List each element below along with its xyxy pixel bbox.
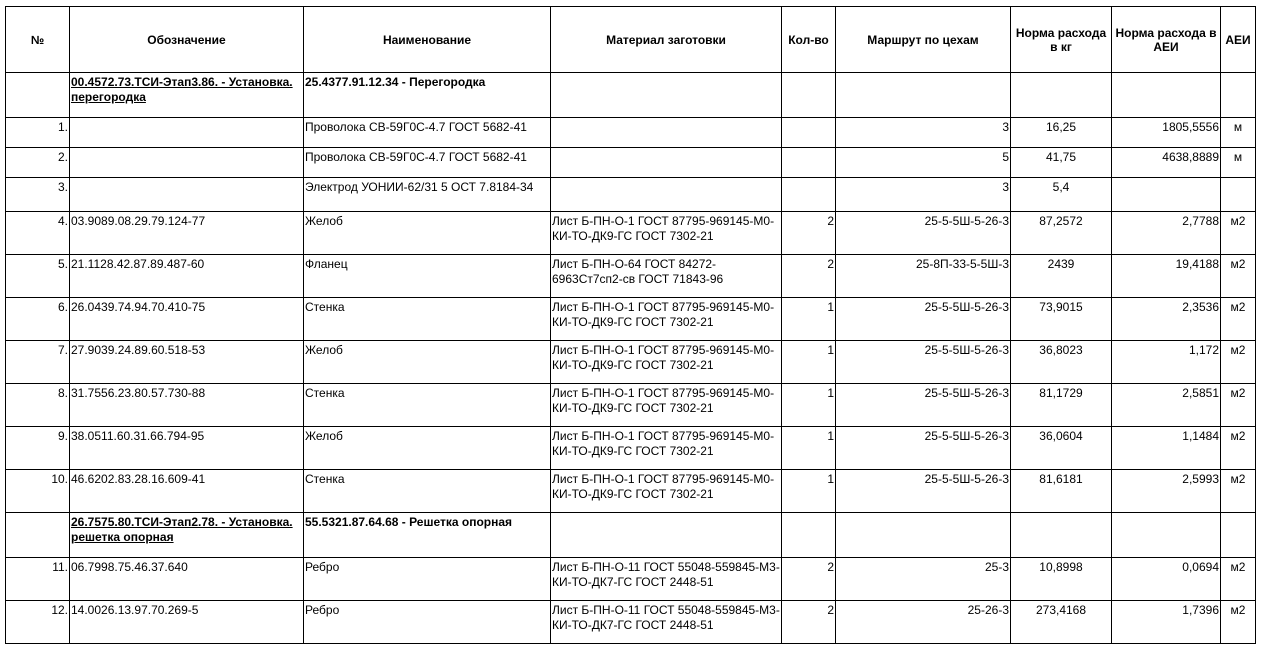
cell-material: Лист Б-ПН-О-64 ГОСТ 84272-6963Ст7сп2-св ГОСТ 71843-96: [551, 255, 782, 298]
table-row: [6, 298, 1256, 341]
cell-route: 25-5-5Ш-5-26-3: [836, 427, 1011, 470]
group-designation: 00.4572.73.ТСИ-Этап3.86. - Установка. перегородка: [70, 73, 304, 118]
group-name: 25.4377.91.12.34 - Перегородка: [304, 73, 551, 118]
cell-designation: [70, 118, 304, 148]
cell-qty: 1: [782, 298, 836, 341]
cell-name: Желоб: [304, 341, 551, 384]
cell-name: Стенка: [304, 470, 551, 513]
header-qty: Кол-во: [782, 7, 836, 73]
cell-norm-aei: 1,7396: [1112, 601, 1221, 644]
cell-aei: м2: [1221, 601, 1256, 644]
cell-aei: м2: [1221, 558, 1256, 601]
cell-norm-aei: 2,5851: [1112, 384, 1221, 427]
group-empty-cell: [1112, 513, 1221, 558]
cell-route: 25-5-5Ш-5-26-3: [836, 341, 1011, 384]
cell-name: Проволока СВ-59Г0С-4.7 ГОСТ 5682-41: [304, 118, 551, 148]
group-empty-cell: [1112, 73, 1221, 118]
cell-designation: 26.0439.74.94.70.410-75: [70, 298, 304, 341]
cell-material: Лист Б-ПН-О-1 ГОСТ 87795-969145-М0-КИ-ТО-ДК9-ГС ГОСТ 7302-21: [551, 470, 782, 513]
group-empty-cell: [551, 513, 782, 558]
cell-route: 25-5-5Ш-5-26-3: [836, 298, 1011, 341]
cell-norm-kg: 36,0604: [1011, 427, 1112, 470]
cell-route: 25-8П-33-5-5Ш-3: [836, 255, 1011, 298]
group-empty-cell: [1011, 73, 1112, 118]
cell-route: 3: [836, 178, 1011, 212]
cell-material: [551, 178, 782, 212]
table-row: [6, 341, 1256, 384]
group-empty-cell: [836, 73, 1011, 118]
cell-norm-aei: 4638,8889: [1112, 148, 1221, 178]
group-empty-cell: [782, 73, 836, 118]
cell-norm-kg: 2439: [1011, 255, 1112, 298]
cell-aei: м2: [1221, 212, 1256, 255]
cell-qty: 1: [782, 384, 836, 427]
header-norm-kg: Норма расхода в кг: [1011, 7, 1112, 73]
group-empty-cell: [1221, 73, 1256, 118]
header-num: №: [6, 7, 70, 73]
cell-name: Стенка: [304, 384, 551, 427]
group-empty-cell: [836, 513, 1011, 558]
group-num-cell: [6, 513, 70, 558]
cell-num: 7.: [6, 341, 70, 384]
cell-material: Лист Б-ПН-О-11 ГОСТ 55048-559845-М3-КИ-ТО-ДК7-ГС ГОСТ 2448-51: [551, 558, 782, 601]
cell-route: 25-5-5Ш-5-26-3: [836, 384, 1011, 427]
table-body: [6, 73, 1256, 644]
cell-norm-kg: 16,25: [1011, 118, 1112, 148]
table-row: [6, 384, 1256, 427]
cell-norm-kg: 87,2572: [1011, 212, 1112, 255]
cell-norm-kg: 5,4: [1011, 178, 1112, 212]
cell-designation: 38.0511.60.31.66.794-95: [70, 427, 304, 470]
table-row: [6, 118, 1256, 148]
cell-aei: м: [1221, 148, 1256, 178]
cell-num: 3.: [6, 178, 70, 212]
cell-num: 9.: [6, 427, 70, 470]
table-row: [6, 558, 1256, 601]
cell-qty: [782, 118, 836, 148]
table-row: [6, 601, 1256, 644]
table-row: [6, 212, 1256, 255]
cell-norm-aei: 1805,5556: [1112, 118, 1221, 148]
cell-name: Ребро: [304, 601, 551, 644]
table-row: [6, 427, 1256, 470]
group-designation: 26.7575.80.ТСИ-Этап2.78. - Установка. решетка опорная: [70, 513, 304, 558]
parts-table: [5, 6, 1256, 644]
table-header: [6, 7, 1256, 73]
cell-route: 25-5-5Ш-5-26-3: [836, 212, 1011, 255]
cell-aei: м: [1221, 118, 1256, 148]
cell-material: Лист Б-ПН-О-1 ГОСТ 87795-969145-М0-КИ-ТО-ДК9-ГС ГОСТ 7302-21: [551, 298, 782, 341]
cell-designation: 31.7556.23.80.57.730-88: [70, 384, 304, 427]
cell-norm-aei: 1,172: [1112, 341, 1221, 384]
group-empty-cell: [551, 73, 782, 118]
cell-designation: 06.7998.75.46.37.640: [70, 558, 304, 601]
cell-material: [551, 118, 782, 148]
cell-num: 10.: [6, 470, 70, 513]
cell-aei: м2: [1221, 427, 1256, 470]
cell-norm-kg: 36,8023: [1011, 341, 1112, 384]
cell-qty: 2: [782, 255, 836, 298]
cell-designation: 14.0026.13.97.70.269-5: [70, 601, 304, 644]
group-empty-cell: [1011, 513, 1112, 558]
table-row: [6, 178, 1256, 212]
cell-material: Лист Б-ПН-О-1 ГОСТ 87795-969145-М0-КИ-ТО-ДК9-ГС ГОСТ 7302-21: [551, 341, 782, 384]
cell-qty: [782, 178, 836, 212]
cell-material: Лист Б-ПН-О-11 ГОСТ 55048-559845-М3-КИ-ТО-ДК7-ГС ГОСТ 2448-51: [551, 601, 782, 644]
table-row: [6, 148, 1256, 178]
cell-norm-kg: 10,8998: [1011, 558, 1112, 601]
cell-norm-aei: 1,1484: [1112, 427, 1221, 470]
header-material: Материал заготовки: [551, 7, 782, 73]
cell-designation: [70, 148, 304, 178]
cell-route: 3: [836, 118, 1011, 148]
cell-name: Стенка: [304, 298, 551, 341]
cell-num: 4.: [6, 212, 70, 255]
cell-num: 6.: [6, 298, 70, 341]
cell-designation: 46.6202.83.28.16.609-41: [70, 470, 304, 513]
group-empty-cell: [782, 513, 836, 558]
cell-qty: 2: [782, 212, 836, 255]
cell-designation: 27.9039.24.89.60.518-53: [70, 341, 304, 384]
cell-aei: м2: [1221, 384, 1256, 427]
cell-name: Желоб: [304, 212, 551, 255]
cell-qty: 1: [782, 427, 836, 470]
header-norm-aei: Норма расхода в АЕИ: [1112, 7, 1221, 73]
cell-aei: м2: [1221, 341, 1256, 384]
cell-material: Лист Б-ПН-О-1 ГОСТ 87795-969145-М0-КИ-ТО-ДК9-ГС ГОСТ 7302-21: [551, 427, 782, 470]
cell-aei: м2: [1221, 470, 1256, 513]
cell-num: 5.: [6, 255, 70, 298]
group-row: [6, 73, 1256, 118]
header-designation: Обозначение: [70, 7, 304, 73]
table-row: [6, 470, 1256, 513]
cell-qty: 1: [782, 470, 836, 513]
cell-name: Электрод УОНИИ-62/31 5 ОСТ 7.8184-34: [304, 178, 551, 212]
cell-aei: [1221, 178, 1256, 212]
cell-qty: [782, 148, 836, 178]
header-name: Наименование: [304, 7, 551, 73]
cell-norm-kg: 81,6181: [1011, 470, 1112, 513]
cell-route: 25-3: [836, 558, 1011, 601]
table-row: [6, 255, 1256, 298]
cell-name: Желоб: [304, 427, 551, 470]
cell-norm-aei: 2,5993: [1112, 470, 1221, 513]
cell-route: 25-5-5Ш-5-26-3: [836, 470, 1011, 513]
cell-num: 12.: [6, 601, 70, 644]
cell-norm-aei: 19,4188: [1112, 255, 1221, 298]
cell-norm-kg: 273,4168: [1011, 601, 1112, 644]
cell-qty: 2: [782, 558, 836, 601]
cell-route: 5: [836, 148, 1011, 178]
cell-norm-aei: 2,3536: [1112, 298, 1221, 341]
cell-num: 2.: [6, 148, 70, 178]
cell-material: Лист Б-ПН-О-1 ГОСТ 87795-969145-М0-КИ-ТО-ДК9-ГС ГОСТ 7302-21: [551, 384, 782, 427]
group-num-cell: [6, 73, 70, 118]
group-row: [6, 513, 1256, 558]
cell-aei: м2: [1221, 298, 1256, 341]
cell-norm-kg: 81,1729: [1011, 384, 1112, 427]
cell-material: [551, 148, 782, 178]
cell-name: Проволока СВ-59Г0С-4.7 ГОСТ 5682-41: [304, 148, 551, 178]
cell-material: Лист Б-ПН-О-1 ГОСТ 87795-969145-М0-КИ-ТО-ДК9-ГС ГОСТ 7302-21: [551, 212, 782, 255]
cell-norm-aei: 0,0694: [1112, 558, 1221, 601]
cell-norm-aei: 2,7788: [1112, 212, 1221, 255]
cell-designation: 03.9089.08.29.79.124-77: [70, 212, 304, 255]
cell-route: 25-26-3: [836, 601, 1011, 644]
cell-num: 8.: [6, 384, 70, 427]
cell-designation: [70, 178, 304, 212]
cell-num: 11.: [6, 558, 70, 601]
group-name: 55.5321.87.64.68 - Решетка опорная: [304, 513, 551, 558]
header-route: Маршрут по цехам: [836, 7, 1011, 73]
cell-num: 1.: [6, 118, 70, 148]
cell-designation: 21.1128.42.87.89.487-60: [70, 255, 304, 298]
cell-aei: м2: [1221, 255, 1256, 298]
cell-name: Ребро: [304, 558, 551, 601]
group-empty-cell: [1221, 513, 1256, 558]
cell-norm-kg: 41,75: [1011, 148, 1112, 178]
header-aei: АЕИ: [1221, 7, 1256, 73]
cell-norm-aei: [1112, 178, 1221, 212]
cell-qty: 2: [782, 601, 836, 644]
cell-qty: 1: [782, 341, 836, 384]
cell-norm-kg: 73,9015: [1011, 298, 1112, 341]
cell-name: Фланец: [304, 255, 551, 298]
